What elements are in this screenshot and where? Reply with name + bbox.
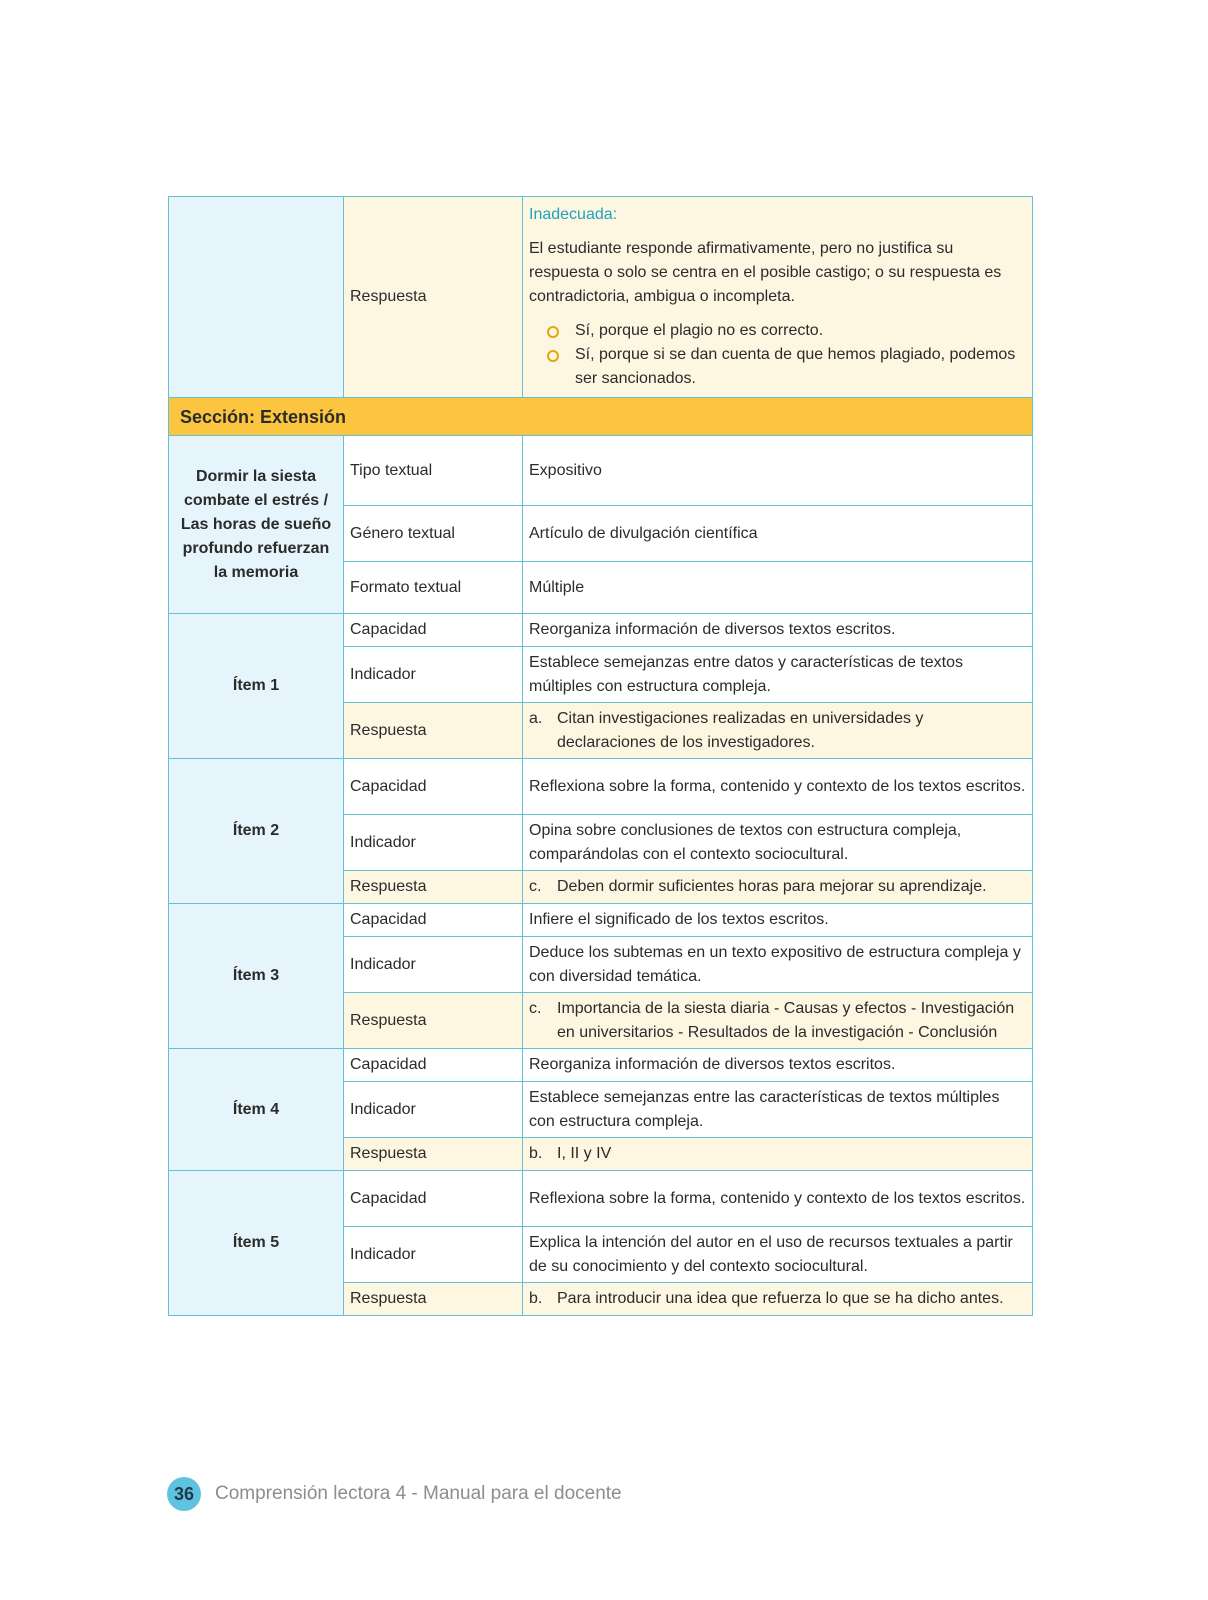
indicador-value: Deduce los subtemas en un texto expositivo de estructura compleja y con diversidad temática. [523,937,1033,993]
top-response-row [169,197,1033,398]
respuesta-value: I, II y IV [557,1145,612,1162]
item-label: Ítem 3 [169,904,344,1049]
indicador-value: Explica la intención del autor en el uso de recursos textuales a partir de su conocimiento y del contexto sociocultural. [523,1227,1033,1283]
bullet-circle-icon [547,326,559,338]
respuesta-cell [523,1138,1033,1171]
row-label: Indicador [344,937,523,993]
top-left-cell [169,197,344,398]
list-item: Sí, porque el plagio no es correcto. [547,319,1026,343]
capacidad-value: Reflexiona sobre la forma, contenido y contexto de los textos escritos. [523,759,1033,815]
capacidad-value: Reflexiona sobre la forma, contenido y contexto de los textos escritos. [523,1171,1033,1227]
row-label: Capacidad [344,759,523,815]
row-label: Capacidad [344,904,523,937]
row-label: Indicador [344,647,523,703]
row-label: Respuesta [344,703,523,759]
table-row [169,614,1033,647]
row-label: Respuesta [344,993,523,1049]
row-label: Respuesta [344,1283,523,1316]
list-item: Sí, porque si se dan cuenta de que hemos plagiado, podemos ser sancionados. [547,343,1026,391]
answer-key-table [168,196,1033,1316]
respuesta-value: Importancia de la siesta diaria - Causas y efectos - Investigación en universitarios - Resultados de la investigación - Conclusión [557,999,1015,1041]
table-row [169,436,1033,506]
row-label: Capacidad [344,614,523,647]
option-letter: a. [529,709,543,727]
inadecuada-heading: Inadecuada: [529,206,618,223]
bullet-circle-icon [547,350,559,362]
respuesta-cell [523,1283,1033,1316]
row-label: Respuesta [344,197,523,398]
table-row [169,1049,1033,1082]
example-bullet-list [529,319,1026,391]
row-label: Respuesta [344,871,523,904]
indicador-value: Establece semejanzas entre las características de textos múltiples con estructura compleja. [523,1082,1033,1138]
row-label: Formato textual [344,562,523,614]
capacidad-value: Infiere el significado de los textos escritos. [523,904,1033,937]
top-response-cell [523,197,1033,398]
option-letter: b. [529,1290,543,1307]
respuesta-value: Deben dormir suficientes horas para mejorar su aprendizaje. [557,878,987,895]
row-label: Indicador [344,815,523,871]
row-value: Múltiple [523,562,1033,614]
capacidad-value: Reorganiza información de diversos textos escritos. [523,1049,1033,1082]
item-label: Ítem 2 [169,759,344,904]
book-title: Comprensión lectora 4 - Manual para el docente [215,1483,622,1504]
row-label: Género textual [344,506,523,562]
item-label: Ítem 5 [169,1171,344,1316]
table-row [169,759,1033,815]
page-number: 36 [167,1477,201,1511]
item-label: Ítem 1 [169,614,344,759]
row-label: Indicador [344,1082,523,1138]
row-label: Respuesta [344,1138,523,1171]
row-value: Expositivo [523,436,1033,506]
row-value: Artículo de divulgación científica [523,506,1033,562]
table-row [169,904,1033,937]
option-letter: b. [529,1145,543,1162]
indicador-value: Opina sobre conclusiones de textos con estructura compleja, comparándolas con el contexto sociocultural. [523,815,1033,871]
respuesta-cell [523,871,1033,904]
inadecuada-paragraph: El estudiante responde afirmativamente, pero no justifica su respuesta o solo se centra en el posible castigo; o su respuesta es contradictoria, ambigua o incompleta. [529,240,1002,305]
item-label: Ítem 4 [169,1049,344,1171]
section-header-row [169,398,1033,436]
text-title: Dormir la siesta combate el estrés / Las horas de sueño profundo refuerzan la memoria [169,436,344,614]
section-title: Sección: Extensión [169,398,1033,436]
row-label: Capacidad [344,1171,523,1227]
table-row [169,1171,1033,1227]
page-footer [167,1477,622,1511]
row-label: Capacidad [344,1049,523,1082]
row-label: Tipo textual [344,436,523,506]
option-letter: c. [529,999,542,1017]
option-letter: c. [529,878,542,895]
respuesta-cell [523,703,1033,759]
respuesta-cell [523,993,1033,1049]
respuesta-value: Para introducir una idea que refuerza lo que se ha dicho antes. [557,1290,1004,1307]
capacidad-value: Reorganiza información de diversos textos escritos. [523,614,1033,647]
row-label: Indicador [344,1227,523,1283]
indicador-value: Establece semejanzas entre datos y características de textos múltiples con estructura compleja. [523,647,1033,703]
respuesta-value: Citan investigaciones realizadas en universidades y declaraciones de los investigadores. [557,709,924,751]
